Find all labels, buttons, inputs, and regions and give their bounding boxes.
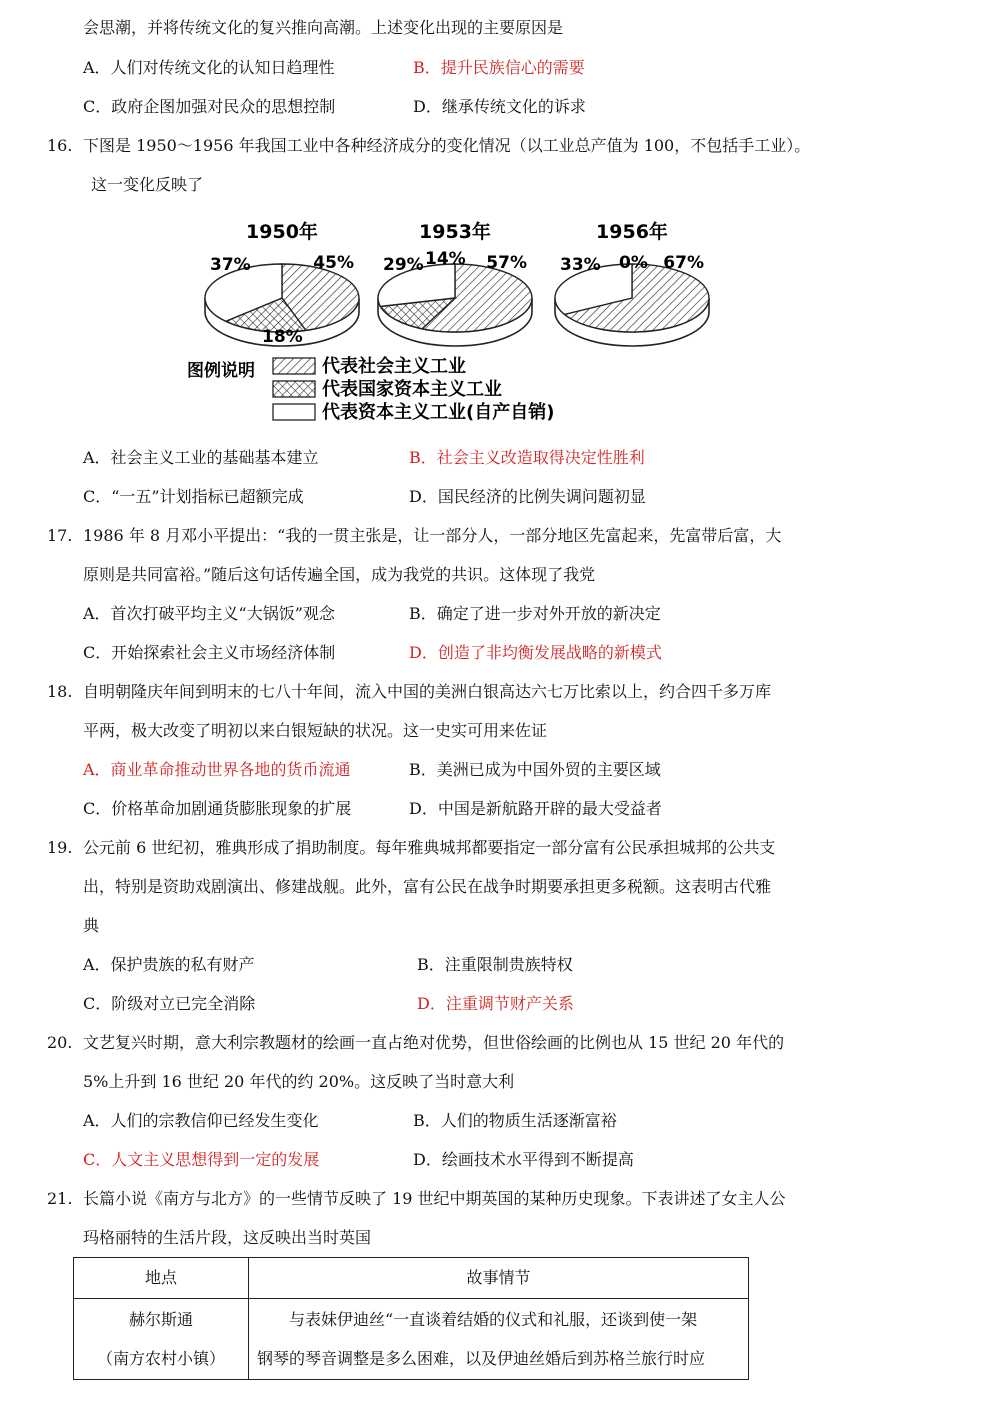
table-cell-story <box>249 1299 749 1380</box>
q21-stem-line2: 玛格丽特的生活片段，这反映出当时英国 <box>83 1228 372 1247</box>
pie-percent-label: 29% <box>383 255 424 275</box>
legend-title: 图例说明 <box>187 361 255 381</box>
table-header-story: 故事情节 <box>249 1258 749 1299</box>
q15-option-a: A．人们对传统文化的认知日趋理性 <box>83 58 335 77</box>
q17-option-a: A．首次打破平均主义“大锅饭”观念 <box>83 604 335 623</box>
pie-charts-svg <box>185 212 745 428</box>
pie-percent-label: 0% <box>619 253 648 273</box>
q15-stem: 会思潮，并将传统文化的复兴推向高潮。上述变化出现的主要原因是 <box>83 18 564 37</box>
q16-option-d: D．国民经济的比例失调问题初显 <box>409 487 646 506</box>
pie-percent-label: 18% <box>262 327 303 347</box>
legend-label-capitalist: 代表资本主义工业(自产自销) <box>322 402 555 423</box>
table-header-place: 地点 <box>74 1258 249 1299</box>
q21-number: 21. <box>47 1189 73 1208</box>
q19-stem-line2: 出，特别是资助戏剧演出、修建战舰。此外，富有公民在战争时期要承担更多税额。这表明古代雅 <box>83 877 772 896</box>
q20-option-c: C．人文主义思想得到一定的发展 <box>83 1150 320 1169</box>
pie-title: 1950年 <box>246 221 318 243</box>
legend-swatch-socialist <box>273 358 315 374</box>
q18-option-d: D．中国是新航路开辟的最大受益者 <box>409 799 662 818</box>
q18-number: 18. <box>47 682 73 701</box>
q19-stem-line1: 公元前 6 世纪初，雅典形成了捐助制度。每年雅典城邦都要指定一部分富有公民承担城邦的公共支 <box>83 838 776 857</box>
q15-option-c: C．政府企图加强对民众的思想控制 <box>83 97 336 116</box>
pie-percent-label: 67% <box>663 253 704 273</box>
q15-option-b: B．提升民族信心的需要 <box>413 58 585 77</box>
q18-stem-line1: 自明朝隆庆年间到明末的七八十年间，流入中国的美洲白银高达六七万比索以上，约合四千多万库 <box>83 682 772 701</box>
story-line-1: 与表妹伊迪丝“一直谈着结婚的仪式和礼服，还谈到使一架 <box>289 1310 698 1329</box>
table-cell-place <box>74 1299 249 1380</box>
q18-option-c: C．价格革命加剧通货膨胀现象的扩展 <box>83 799 352 818</box>
q17-number: 17. <box>47 526 73 545</box>
legend-label-state-capitalist: 代表国家资本主义工业 <box>322 379 502 400</box>
q20-stem-line2: 5%上升到 16 世纪 20 年代的约 20%。这反映了当时意大利 <box>83 1072 515 1091</box>
q18-option-b: B．美洲已成为中国外贸的主要区域 <box>409 760 661 779</box>
q19-option-d: D．注重调节财产关系 <box>417 994 574 1013</box>
q17-stem-line1: 1986 年 8 月邓小平提出：“我的一贯主张是，让一部分人，一部分地区先富起来，先富带后富，大 <box>83 526 782 545</box>
q19-option-c: C．阶级对立已完全消除 <box>83 994 256 1013</box>
q15-option-d: D．继承传统文化的诉求 <box>413 97 586 116</box>
pie-title: 1956年 <box>596 221 668 243</box>
legend-label-socialist: 代表社会主义工业 <box>322 356 466 377</box>
q16-option-a: A．社会主义工业的基础基本建立 <box>83 448 319 467</box>
legend-swatch-state-capitalist <box>273 381 315 397</box>
q19-number: 19. <box>47 838 73 857</box>
story-table <box>73 1257 749 1380</box>
pie-title: 1953年 <box>419 221 491 243</box>
q17-option-b: B．确定了进一步对外开放的新决定 <box>409 604 661 623</box>
q18-stem-line2: 平两，极大改变了明初以来白银短缺的状况。这一史实可用来佐证 <box>83 721 548 740</box>
table-row <box>74 1299 749 1380</box>
q20-number: 20. <box>47 1033 73 1052</box>
q21-stem-line1: 长篇小说《南方与北方》的一些情节反映了 19 世纪中期英国的某种历史现象。下表讲述了女主人公 <box>83 1189 786 1208</box>
q18-option-a: A．商业革命推动世界各地的货币流通 <box>83 760 351 779</box>
place-note: （南方农村小镇） <box>96 1349 225 1368</box>
place-name: 赫尔斯通 <box>128 1310 193 1329</box>
pie-percent-label: 57% <box>486 253 527 273</box>
pie-percent-label: 37% <box>210 255 251 275</box>
legend-swatch-capitalist <box>273 404 315 420</box>
q19-option-b: B．注重限制贵族特权 <box>417 955 573 974</box>
pie-chart-figure <box>185 212 745 428</box>
pie-percent-label: 14% <box>425 249 466 269</box>
q20-option-a: A．人们的宗教信仰已经发生变化 <box>83 1111 319 1130</box>
q16-option-c: C．“一五”计划指标已超额完成 <box>83 487 304 506</box>
q19-option-a: A．保护贵族的私有财产 <box>83 955 255 974</box>
q20-option-d: D．绘画技术水平得到不断提高 <box>413 1150 634 1169</box>
q17-stem-line2: 原则是共同富裕。”随后这句话传遍全国，成为我党的共识。这体现了我党 <box>83 565 596 584</box>
story-table-header-row <box>74 1258 749 1299</box>
q16-number: 16. <box>47 136 73 155</box>
q20-option-b: B．人们的物质生活逐渐富裕 <box>413 1111 617 1130</box>
q16-option-b: B．社会主义改造取得决定性胜利 <box>409 448 645 467</box>
q16-stem-line2: 这一变化反映了 <box>91 175 204 194</box>
q17-option-d: D．创造了非均衡发展战略的新模式 <box>409 643 662 662</box>
q19-stem-line3: 典 <box>83 916 100 935</box>
q16-stem-line1: 下图是 1950～1956 年我国工业中各种经济成分的变化情况（以工业总产值为 100，不包括手工业）。 <box>83 136 811 155</box>
story-line-2: 钢琴的琴音调整是多么困难，以及伊迪丝婚后到苏格兰旅行时应 <box>257 1349 706 1368</box>
pie-percent-label: 33% <box>560 255 601 275</box>
q20-stem-line1: 文艺复兴时期，意大利宗教题材的绘画一直占绝对优势，但世俗绘画的比例也从 15 世纪 20 年代的 <box>83 1033 785 1052</box>
q17-option-c: C．开始探索社会主义市场经济体制 <box>83 643 336 662</box>
pie-percent-label: 45% <box>313 253 354 273</box>
